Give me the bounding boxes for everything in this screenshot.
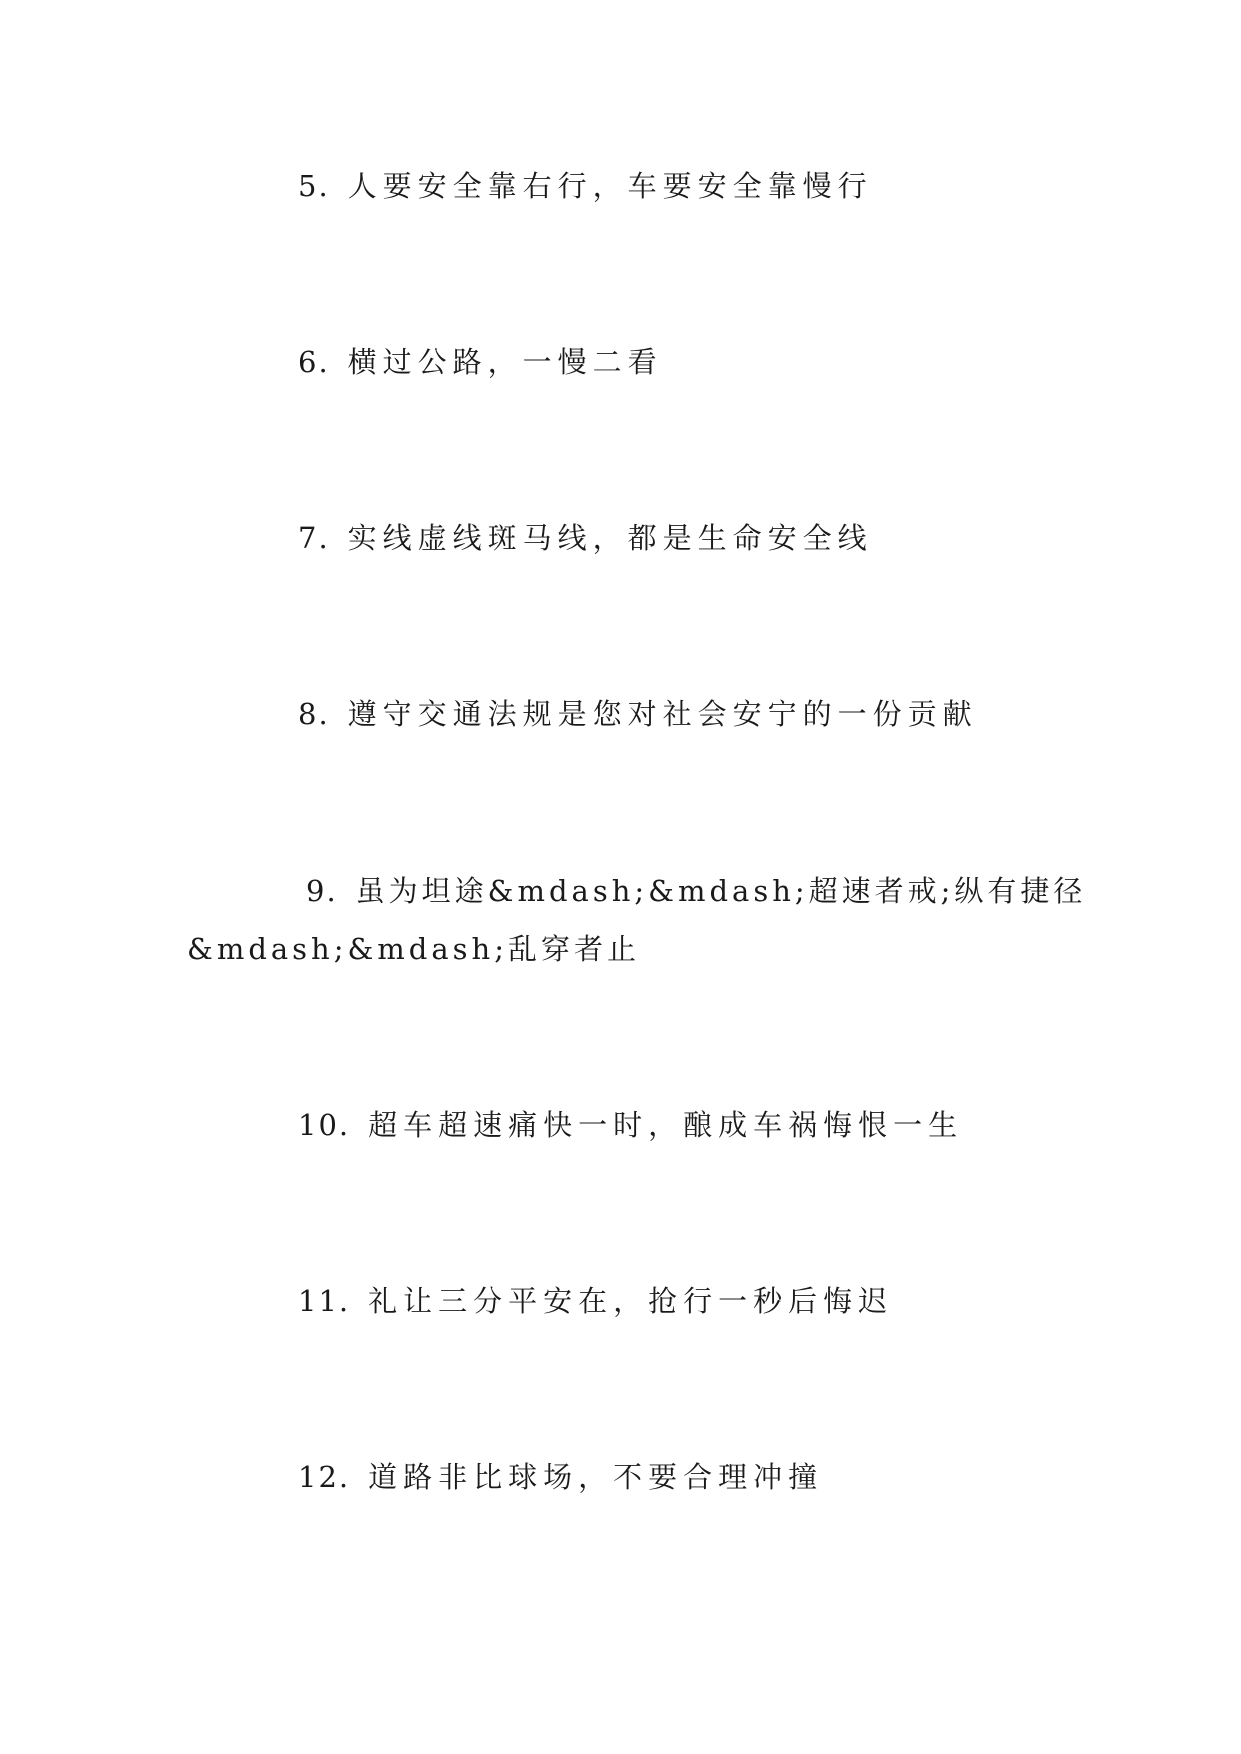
item-text: 实线虚线斑马线，都是生命安全线 <box>347 521 873 555</box>
item-text: 遵守交通法规是您对社会安宁的一份贡献 <box>347 697 978 731</box>
list-item-11 <box>298 1272 893 1330</box>
list-item-8 <box>298 685 978 743</box>
item-number: 12. <box>298 1460 351 1494</box>
item-number: 5. <box>298 169 330 203</box>
list-item-10 <box>298 1096 963 1154</box>
item-text: 超车超速痛快一时，酿成车祸悔恨一生 <box>368 1108 964 1142</box>
item-text: 虽为坦途&mdash;&mdash;超速者戒;纵有捷径 <box>355 874 1087 908</box>
list-item-9 <box>306 862 1086 920</box>
item-number: 11. <box>298 1284 351 1318</box>
item-text: 人要安全靠右行，车要安全靠慢行 <box>347 169 873 203</box>
list-item-6 <box>298 333 663 391</box>
item-text: 礼让三分平安在，抢行一秒后悔迟 <box>368 1284 894 1318</box>
item-number: 10. <box>298 1108 351 1142</box>
list-item-9-continuation <box>187 920 640 978</box>
list-item-12 <box>298 1448 823 1506</box>
item-number: 7. <box>298 521 330 555</box>
item-number: 6. <box>298 345 330 379</box>
item-number: 9. <box>306 874 338 908</box>
item-text: 横过公路，一慢二看 <box>347 345 663 379</box>
list-item-5 <box>298 157 873 215</box>
item-number: 8. <box>298 697 330 731</box>
list-item-7 <box>298 509 873 567</box>
item-text-continuation: &mdash;&mdash;乱穿者止 <box>187 932 640 966</box>
item-text: 道路非比球场，不要合理冲撞 <box>368 1460 824 1494</box>
